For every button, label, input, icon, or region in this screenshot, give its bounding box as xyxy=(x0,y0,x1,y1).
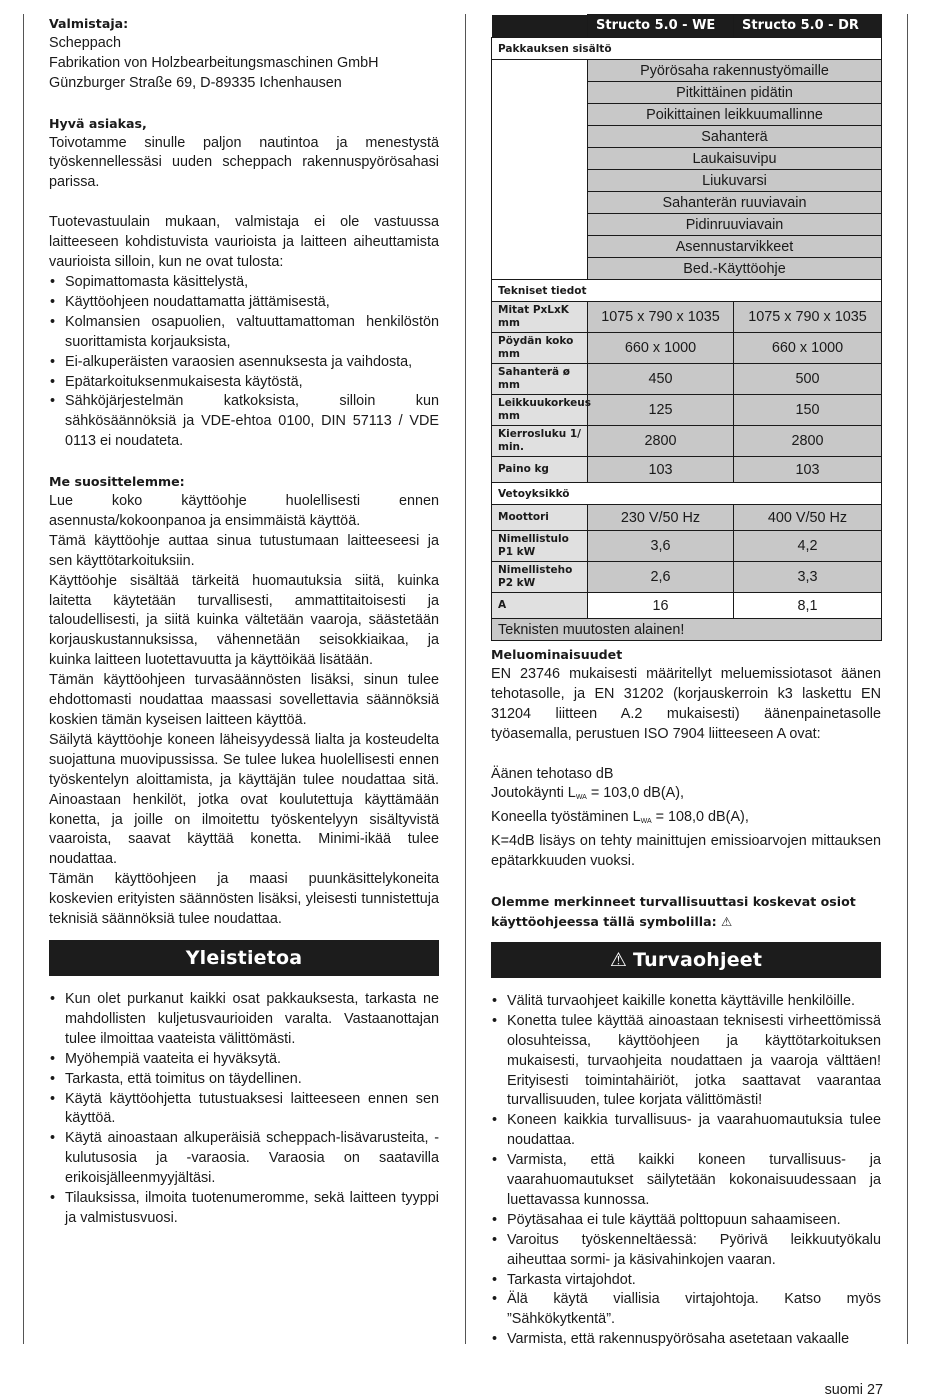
list-item: • Käyttöohjeen noudattamatta jättämisestä, xyxy=(49,293,439,313)
value-dr: 103 xyxy=(734,457,882,483)
column-header-we: Structo 5.0 - WE xyxy=(588,15,734,38)
row-label: Moottori xyxy=(492,505,588,531)
package-item: Laukaisuvipu xyxy=(588,148,882,170)
row-label: Pöydän koko mm xyxy=(492,333,588,364)
greeting-heading: Hyvä asiakas, xyxy=(49,115,147,131)
package-item: Pyörösaha rakennustyömaille xyxy=(588,60,882,82)
row-label: Nimellisteho P2 kW xyxy=(492,562,588,593)
list-item: • Käytä käyttöohjetta tutustuaksesi laitteeseen ennen sen käyttöä. xyxy=(49,1090,439,1130)
greeting-text: Toivotamme sinulle paljon nautintoa ja menestystä työskennellessäsi uuden scheppach rakennuspyörösahasi parissa. xyxy=(49,134,439,191)
row-label: Sahanterä ø mm xyxy=(492,364,588,395)
left-column xyxy=(49,14,439,1229)
safety-banner xyxy=(491,942,881,978)
sound-power-label: Äänen tehotaso dB xyxy=(491,765,614,782)
general-info-banner xyxy=(49,940,439,976)
package-item: Liukuvarsi xyxy=(588,170,882,192)
value-dr: 660 x 1000 xyxy=(734,333,882,364)
page-number: suomi 27 xyxy=(824,1382,883,1398)
value-we: 2,6 xyxy=(588,562,734,593)
general-info-list xyxy=(49,990,439,1229)
noise-heading: Meluominaisuudet xyxy=(491,647,623,662)
package-item: Pidinruuviavain xyxy=(588,214,882,236)
row-label: Leikkuukorkeus mm xyxy=(492,395,588,426)
value-we: 103 xyxy=(588,457,734,483)
manufacturer-line: Scheppach xyxy=(49,34,122,51)
list-item: • Älä käytä viallisia virtajohtoja. Katso myös ”Sähkökytkentä”. xyxy=(491,1290,881,1330)
value-we: 230 V/50 Hz xyxy=(588,505,734,531)
recommend-heading: Me suosittelemme: xyxy=(49,474,185,490)
work-level xyxy=(491,808,881,832)
table-note: Teknisten muutosten alainen! xyxy=(492,619,882,641)
right-margin-rule xyxy=(907,14,908,1344)
row-label: Paino kg xyxy=(492,457,588,483)
row-label: Mitat PxLxK mm xyxy=(492,302,588,333)
idle-subscript: WA xyxy=(575,794,587,802)
warning-triangle-icon: ⚠ xyxy=(721,913,733,929)
row-label: A xyxy=(492,593,588,619)
list-item: • Sopimattomasta käsittelystä, xyxy=(49,273,439,293)
work-subscript: WA xyxy=(640,818,652,826)
manufacturer-line: Fabrikation von Holzbearbeitungsmaschinen GmbH xyxy=(49,54,379,71)
recommend-paragraph: Tämän käyttöohjeen turvasäännösten lisäksi, sinun tulee ehdottomasti noudattaa maassasi sovellettavia säännöksiä koskien tämän kyseisen laitteen käyttöä. xyxy=(49,672,439,728)
package-item: Poikittainen leikkuumallinne xyxy=(588,104,882,126)
column-divider-rule xyxy=(465,14,466,1344)
list-item: • Sähköjärjestelmän katkoksista, silloin kun sähkösäännöksiä ja VDE-ehtoa 0100, DIN 57113 / VDE 0113 ei noudateta. xyxy=(49,392,439,452)
list-item: • Kun olet purkanut kaikki osat pakkauksesta, tarkasta ne mahdollisten kuljetusvaurioiden varalta. Vastaanottajan tulee ilmoittaa vaateista välittömästi. xyxy=(49,990,439,1050)
value-we: 660 x 1000 xyxy=(588,333,734,364)
recommend-paragraph: Tämän käyttöohjeen ja maasi puunkäsittelykoneita koskevien erityisten säännösten lisäksi, yleisesti tunnistettuja teknisiä säännöksiä tulee noudattaa. xyxy=(49,871,439,928)
value-we: 16 xyxy=(588,593,734,619)
value-we: 2800 xyxy=(588,426,734,457)
package-item: Pitkittäinen pidätin xyxy=(588,82,882,104)
work-prefix: Koneella työstäminen L xyxy=(491,809,641,826)
list-item: • Konetta tulee käyttää ainoastaan teknisesti virheettömissä olosuhteissa, käyttöohjeen ja käyttötarkoituksen mukaisesti, turvaohjeita noudattaen ja vaaroja välttäen! Erityisesti toimintahäiriöt, jotka saattavat vaarantaa turvallisuuden, tulee korjata välittömästi! xyxy=(491,1012,881,1112)
value-dr: 4,2 xyxy=(734,531,882,562)
list-item: • Varmista, että rakennuspyörösaha asetetaan vakaalle xyxy=(491,1330,881,1350)
warning-triangle-icon: ⚠ xyxy=(609,948,628,971)
left-margin-rule xyxy=(23,14,24,1344)
value-dr: 500 xyxy=(734,364,882,395)
spec-table xyxy=(491,14,882,641)
idle-level xyxy=(491,784,881,808)
right-column xyxy=(491,14,881,1350)
list-item: • Varmista, että kaikki koneen turvallisuus- ja vaarahuomautukset säilytetään kokonaisuudessaan ja luettavassa kunnossa. xyxy=(491,1151,881,1211)
column-header-dr: Structo 5.0 - DR xyxy=(734,15,882,38)
recommend-paragraph: Säilytä käyttöohje koneen läheisyydessä lialta ja kosteudelta suojattuna muovipussissa. Se tulee lukea huolellisesti ennen työskentelyn aloittamista, ja käyttäjän tulee noudattaa sitä. Ainoastaan henkilöt, jotka ovat koulutettuja käyttämään konetta, ja joille on ilmoitettu työskentelyyn sisältyvistä vaaroista, saavat käyttää konetta. Minimi-ikää tulee noudattaa. xyxy=(49,731,439,868)
manufacturer-line: Günzburger Straße 69, D-89335 Ichenhausen xyxy=(49,74,342,91)
list-item: • Koneen kaikkia turvallisuus- ja vaarahuomautuksia tulee noudattaa. xyxy=(491,1111,881,1151)
row-label: Nimellistulo P1 kW xyxy=(492,531,588,562)
list-item: • Kolmansien osapuolien, valtuuttamattoman henkilöstön suorittamista korjauksista, xyxy=(49,313,439,353)
k-text: K=4dB lisäys on tehty mainittujen emissioarvojen mittauksen epätarkkuuden vuoksi. xyxy=(491,833,881,870)
list-item: • Tarkasta virtajohdot. xyxy=(491,1271,881,1291)
recommend-paragraph: Tämä käyttöohje auttaa sinua tutustumaan laitteeseesi ja sen käyttötarkoituksiin. xyxy=(49,532,439,569)
list-item: • Varoitus työskenneltäessä: Pyörivä leikkuutyökalu aiheuttaa sormi- ja käsivahinkojen vaaran. xyxy=(491,1231,881,1271)
list-item: • Epätarkoituksenmukaisesta käytöstä, xyxy=(49,373,439,393)
package-item: Sahanterä xyxy=(588,126,882,148)
tech-heading: Tekniset tiedot xyxy=(492,280,882,302)
list-item: • Käytä ainoastaan alkuperäisiä scheppach-lisävarusteita, -kulutusosia ja -varaosia. Varaosia on saatavilla erikoisjälleenmyyjältäsi. xyxy=(49,1129,439,1189)
value-we: 1075 x 790 x 1035 xyxy=(588,302,734,333)
drive-heading: Vetoyksikkö xyxy=(492,483,882,505)
safety-title: Turvaohjeet xyxy=(633,948,763,971)
list-item: • Välitä turvaohjeet kaikille konetta käyttäville henkilöille. xyxy=(491,992,881,1012)
value-dr: 8,1 xyxy=(734,593,882,619)
list-item: • Myöhempiä vaateita ei hyväksytä. xyxy=(49,1050,439,1070)
recommend-paragraph: Lue koko käyttöohje huolellisesti ennen asennusta/kokoonpanoa ja ensimmäistä käyttöä. xyxy=(49,493,439,529)
list-item: • Tilauksissa, ilmoita tuotenumeromme, sekä laitteen tyyppi ja valmistusvuosi. xyxy=(49,1189,439,1229)
noise-text: EN 23746 mukaisesti määritellyt meluemissiotasot äänen tehotasolle, ja EN 31202 (korjauskerroin k3 laskettu EN 31204 liitteen A.2 mukaisesti) äänenpainetasolle työasemalla, perustuen ISO 7904 liitteeseen A ovat: xyxy=(491,665,881,742)
general-info-title: Yleistietoa xyxy=(185,946,303,969)
value-dr: 3,3 xyxy=(734,562,882,593)
list-item: • Pöytäsahaa ei tule käyttää polttopuun sahaamiseen. xyxy=(491,1211,881,1231)
symbol-note xyxy=(491,892,881,932)
value-we: 3,6 xyxy=(588,531,734,562)
package-item: Asennustarvikkeet xyxy=(588,236,882,258)
value-we: 450 xyxy=(588,364,734,395)
idle-value: = 103,0 dB(A), xyxy=(586,785,685,802)
value-dr: 1075 x 790 x 1035 xyxy=(734,302,882,333)
symbol-note-text: Olemme merkinneet turvallisuuttasi koskevat osiot käyttöohjeessa tällä symbolilla: xyxy=(491,894,856,929)
row-label: Kierrosluku 1/ min. xyxy=(492,426,588,457)
idle-prefix: Joutokäynti L xyxy=(491,785,576,802)
safety-list xyxy=(491,992,881,1350)
liability-list xyxy=(49,273,439,452)
list-item: • Tarkasta, että toimitus on täydellinen. xyxy=(49,1070,439,1090)
value-dr: 400 V/50 Hz xyxy=(734,505,882,531)
liability-intro: Tuotevastuulain mukaan, valmistaja ei ole vastuussa laitteeseen kohdistuvista vaurioista ja laitteen aiheuttamista vaurioista silloin, kun ne ovat tulosta: xyxy=(49,214,439,271)
package-item: Bed.-Käyttöohje xyxy=(588,258,882,280)
work-value: = 108,0 dB(A), xyxy=(651,809,749,826)
value-we: 125 xyxy=(588,395,734,426)
recommend-paragraph: Käyttöohje sisältää tärkeitä huomautuksia siitä, kuinka laitetta käytetään turvallisesti, ammattitaitoisesti ja taloudellisesti, ja siitä kuinka vältetään vaaroja, säästetään korjauskustannuksissa, vähennetään seisokkiaikaa, ja kuinka laitteen luotettavuutta ja käyttöikää lisätään. xyxy=(49,572,439,669)
package-item: Sahanterän ruuviavain xyxy=(588,192,882,214)
manufacturer-heading: Valmistaja: xyxy=(49,16,129,31)
value-dr: 2800 xyxy=(734,426,882,457)
value-dr: 150 xyxy=(734,395,882,426)
package-heading: Pakkauksen sisältö xyxy=(492,38,882,60)
list-item: • Ei-alkuperäisten varaosien asennuksesta ja vaihdosta, xyxy=(49,353,439,373)
